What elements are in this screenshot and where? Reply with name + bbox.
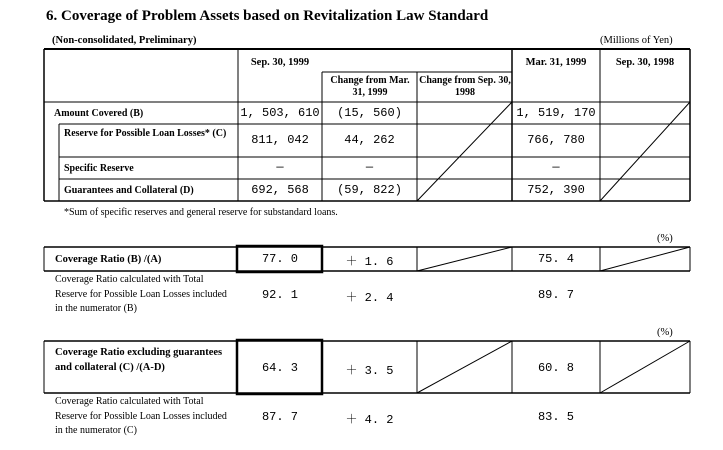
percent-unit-2: (%) [657,327,673,338]
cell-amount-change: (15, 560) [337,106,402,120]
ratio1-alt-change: ＋ 2. 4 [345,291,394,305]
header-change-mar1999: Change from Mar. 31, 1999 [330,75,410,98]
cell-specific-sep1999: — [276,160,284,174]
subtitle: (Non-consolidated, Preliminary) [52,35,197,46]
cell-amount-mar1999: 1, 519, 170 [516,106,596,120]
cell-reserve-change: 44, 262 [344,133,395,147]
ratio2-sep1999: 64. 3 [261,361,298,375]
ratio2-alt-change: ＋ 4. 2 [345,413,394,427]
ratio2-label: Coverage Ratio excluding guarantees and collateral (C) /(A-D) [55,347,223,373]
ratio1-change: ＋ 1. 6 [345,255,394,269]
footnote: *Sum of specific reserves and general reserve for substandard loans. [64,207,338,218]
header-sep1999: Sep. 30, 1999 [250,57,310,68]
cell-guarantees-change: (59, 822) [337,183,402,197]
ratio2-alt-label: Coverage Ratio calculated with Total Reserve for Possible Loan Losses included in the numerator (C) [55,396,227,436]
row-label-amount-covered: Amount Covered (B) [54,108,144,119]
row-label-specific-reserve: Specific Reserve [64,163,134,174]
row-label-guarantees: Guarantees and Collateral (D) [64,185,194,196]
header-sep1998: Sep. 30, 1998 [615,57,675,68]
unit-label: (Millions of Yen) [600,35,673,46]
ratio2-mar1999: 60. 8 [537,361,574,375]
cell-specific-change: — [365,160,374,174]
ratio1-alt-label: Coverage Ratio calculated with Total Reserve for Possible Loan Losses included in the numerator (B) [55,274,227,314]
page-title: 6. Coverage of Problem Assets based on Revitalization Law Standard [46,8,489,24]
cell-reserve-mar1999: 766, 780 [527,133,585,147]
ratio1-mar1999: 75. 4 [537,252,574,266]
ratio1-label: Coverage Ratio (B) /(A) [55,254,162,265]
cell-guarantees-sep1999: 692, 568 [251,183,309,197]
cell-reserve-sep1999: 811, 042 [251,133,309,147]
cell-amount-sep1999: 1, 503, 610 [240,106,320,120]
row-label-reserve: Reserve for Possible Loan Losses* (C) [64,128,227,139]
ratio1-alt-mar1999: 89. 7 [537,288,574,302]
cell-specific-mar1999: — [552,160,560,174]
header-mar1999: Mar. 31, 1999 [525,57,587,68]
percent-unit-1: (%) [657,233,673,244]
header-change-sep1998: Change from Sep. 30, 1998 [419,75,511,98]
ratio2-alt-mar1999: 83. 5 [537,410,574,424]
ratio1-sep1999: 77. 0 [261,252,298,266]
ratio2-change: ＋ 3. 5 [345,364,394,378]
ratio1-alt-sep1999: 92. 1 [261,288,298,302]
ratio2-alt-sep1999: 87. 7 [261,410,298,424]
cell-guarantees-mar1999: 752, 390 [527,183,585,197]
